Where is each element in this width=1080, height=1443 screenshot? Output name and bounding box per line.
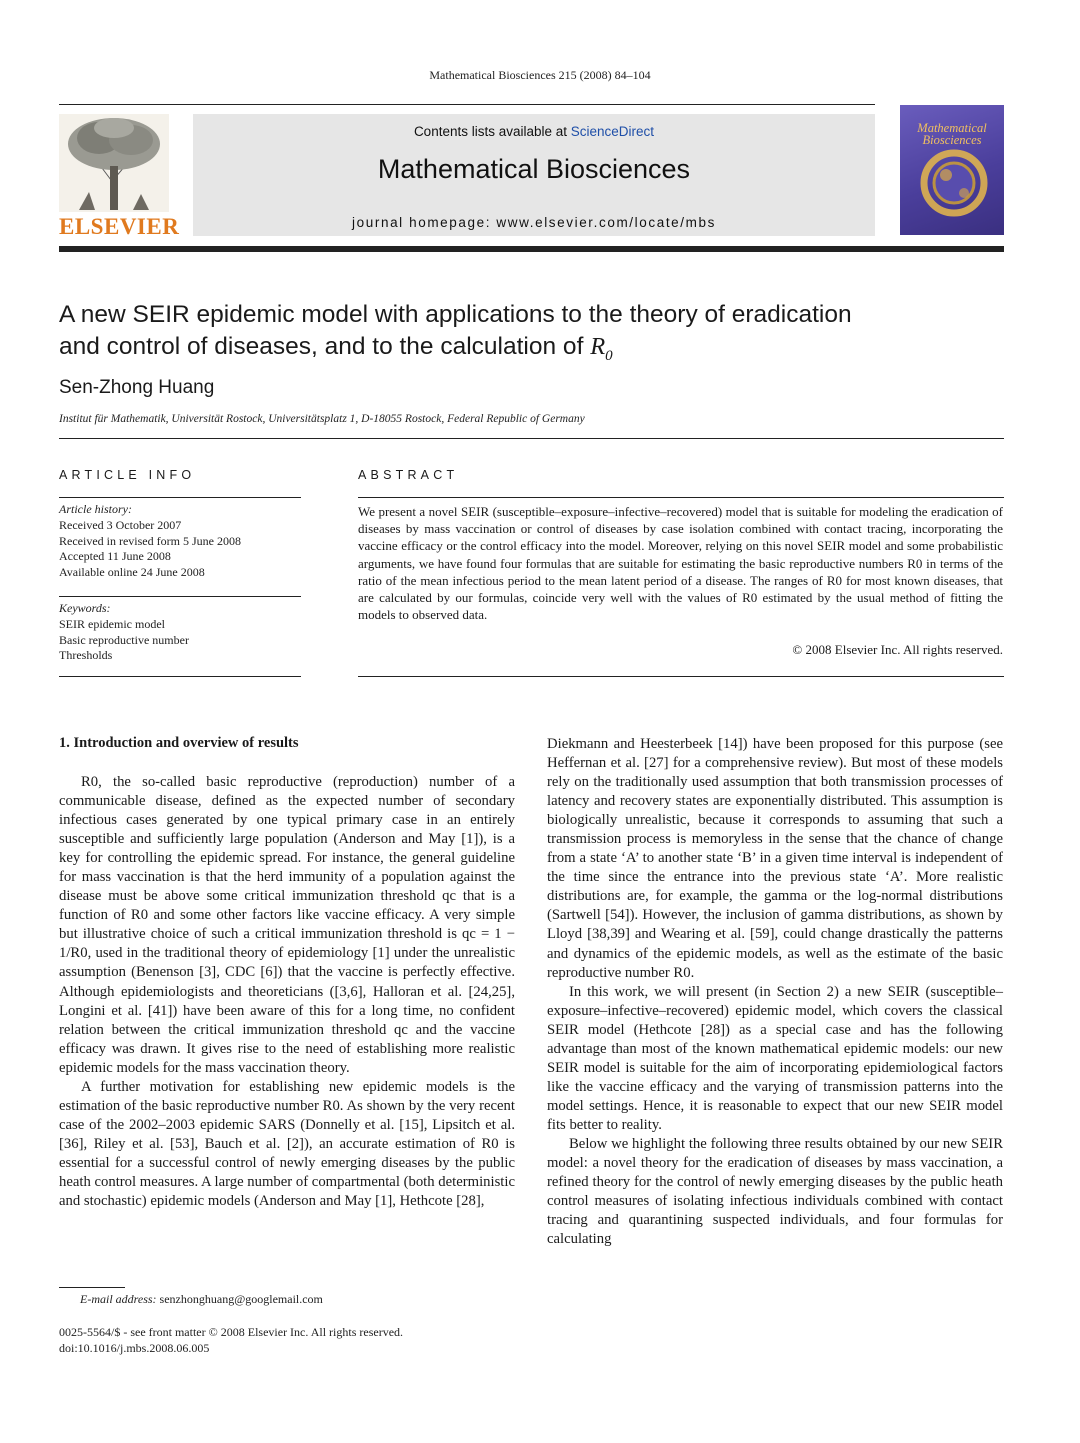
title-line-1: A new SEIR epidemic model with applications to the theory of eradication xyxy=(59,301,852,328)
running-head: Mathematical Biosciences 215 (2008) 84–104 xyxy=(429,68,651,82)
journal-banner xyxy=(193,114,875,236)
history-rule xyxy=(59,596,301,597)
history-online: Available online 24 June 2008 xyxy=(59,565,205,580)
footnote-rule xyxy=(59,1287,125,1288)
article-history xyxy=(59,502,241,581)
keyword-item: Basic reproductive number xyxy=(59,632,189,647)
body-paragraph: A further motivation for establishing new epidemic models is the estimation of the basic reproductive number R0. As shown by the very recent case of the 2002–2003 epidemic SARS (Donnelly et al. [15], Lipsitch et al. [36], Riley et al. [53], Bauch et al. [2]), an accurate estimation of R0 is essential for a successful control of newly emerging diseases by the public heath control measures. A large number of compartmental (both deterministic and stochastic) epidemic models (Anderson and May [1], Hethcote [28], xyxy=(59,1078,515,1210)
section-heading: 1. Introduction and overview of results xyxy=(59,735,299,751)
body-right-column xyxy=(547,735,1003,1249)
header-rule xyxy=(59,104,875,105)
history-label: Article history: xyxy=(59,502,132,516)
keywords xyxy=(59,601,189,664)
contents-line xyxy=(193,124,875,139)
cover-title: Mathematical Biosciences xyxy=(917,121,987,147)
sciencedirect-link[interactable]: ScienceDirect xyxy=(570,124,655,139)
author-email-footnote xyxy=(80,1292,323,1307)
email-label: E-mail address: xyxy=(80,1292,157,1306)
tree-icon xyxy=(59,114,169,212)
keyword-item: SEIR epidemic model xyxy=(59,616,165,631)
body-paragraph: R0, the so-called basic reproductive (reproduction) number of a communicable disease, defined as the expected number of secondary infectious cases generated by one typical primary case in an entirely susceptible and sufficiently large population (Anderson and May [1]), is a key for controlling the epidemic spread. For instance, the general guideline for mass vaccination is that the herd immunity of a population against the disease must be above some critical immunization threshold qc that is a function of R0 and some other factors like vaccine efficacy. A very simple but illustrative choice of such a critical immunization threshold is qc = 1 − 1/R0, used in the traditional theory of epidemiology [1] under the unrealistic assumption (Benenson [3], CDC [6]) that the vaccine is perfectly effective. Although epidemiologists and theoreticians ([3,6], Halloran et al. [24,25], Longini et al. [41]) have been aware of this for a long time, no confident relation between the critical immunization threshold qc and the vaccine efficacy was drawn. It gives rise to the need of establishing more realistic epidemic models for the mass vaccination theory. xyxy=(59,774,515,1076)
journal-name: Mathematical Biosciences xyxy=(377,154,691,184)
title-rule xyxy=(59,438,1004,439)
history-accepted: Accepted 11 June 2008 xyxy=(59,549,171,564)
doi-line[interactable]: doi:10.1016/j.mbs.2008.06.005 xyxy=(59,1340,210,1355)
keywords-rule xyxy=(59,676,301,677)
abstract-bottom-rule xyxy=(358,676,1004,677)
article-info-heading: ARTICLE INFO xyxy=(59,468,196,482)
title-line-2: and control of diseases, and to the calculation of $R_0$ xyxy=(59,332,613,364)
body-paragraph: Below we highlight the following three results obtained by our new SEIR model: a novel theory for the eradication of diseases by mass vaccination, a refined theory for the control of newly emerging diseases by the public heath control measures of isolating infectious individuals combined with contact tracing and quarantining suspected individuals, and four formulas for calculating xyxy=(547,1135,1003,1248)
masthead-thick-rule xyxy=(59,246,1004,252)
abstract-copyright: © 2008 Elsevier Inc. All rights reserved. xyxy=(792,642,1003,657)
body-paragraph: In this work, we will present (in Section 2) a new SEIR (susceptible–exposure–infective–recovered) epidemic model, which covers the classical SEIR model (Hethcote [28]) as a special case and has the following advantage than most of the known mathematical epidemic models: our new SEIR model is suitable for the aim of incorporating epidemiological factors like the vaccine efficacy and the varying of transmission patterns into the model settings. Hence, it is reasonable to expect that our new SEIR model fits better to reality. xyxy=(547,983,1003,1133)
journal-cover xyxy=(900,105,1004,235)
keyword-item: Thresholds xyxy=(59,648,113,663)
article-info-rule xyxy=(59,497,301,498)
history-revised: Received in revised form 5 June 2008 xyxy=(59,533,241,548)
cover-art-icon xyxy=(900,105,1004,235)
author-name: Sen-Zhong Huang xyxy=(59,377,215,398)
elsevier-logo xyxy=(59,114,180,239)
abstract-text: We present a novel SEIR (susceptible–exposure–infective–recovered) model that is suitable for modeling the eradication of diseases by mass vaccination or control of diseases by case isolation combined with contact tracing, incorporating the vaccine efficacy or the control efficacy into the model. Moreover, relying on this novel SEIR model and some probabilistic arguments, we have found four formulas that are suitable for estimating the basic reproductive numbers R0 in terms of the ratio of the mean infectious period to the mean latent period of a disease. The ranges of R0 for most known diseases, that are calculated by our formulas, coincide very well with the values of R0 estimated by the usual method of fitting the models to observed data. xyxy=(358,504,1003,623)
author-email[interactable]: senzhonghuang@googlemail.com xyxy=(159,1292,323,1306)
issn-line: 0025-5564/$ - see front matter © 2008 Elsevier Inc. All rights reserved. xyxy=(59,1325,404,1339)
contents-prefix: Contents lists available at xyxy=(413,124,571,139)
publisher-wordmark: ELSEVIER xyxy=(59,214,180,239)
body-left-column xyxy=(59,773,515,1211)
abstract-rule xyxy=(358,497,1004,498)
article-title xyxy=(59,299,959,372)
body-paragraph: Diekmann and Heesterbeek [14]) have been proposed for this purpose (see Heffernan et al. [27] for a comprehensive review). But most of these models rely on the traditionally used assumption that both transmission processes of latency and recovery states are exponentially distributed. This assumption is biologically unrealistic, because it corresponds to assuming that such a transmission process is memoryless in the sense that the chance of change from a state ‘A’ to another state ‘B’ in a given time interval is independent of the time since the entrance into the previous state ‘A’. More realistic distributions are, for example, the gamma or the log-normal distributions (Sartwell [54]). However, the inclusion of gamma distributions, as shown by Lloyd [38,39] and Wearing et al. [59], could change drastically the patterns and dynamics of the epidemic models, as well as the estimate of the basic reproductive number R0. xyxy=(547,736,1003,981)
history-received: Received 3 October 2007 xyxy=(59,517,182,532)
keywords-label: Keywords: xyxy=(59,601,111,615)
front-matter xyxy=(59,1325,403,1356)
author-affiliation: Institut für Mathematik, Universität Rostock, Universitätsplatz 1, D-18055 Rostock, Federal Republic of Germany xyxy=(59,413,585,425)
abstract-heading: ABSTRACT xyxy=(358,468,459,482)
journal-homepage[interactable]: journal homepage: www.elsevier.com/locate/mbs xyxy=(352,215,716,230)
